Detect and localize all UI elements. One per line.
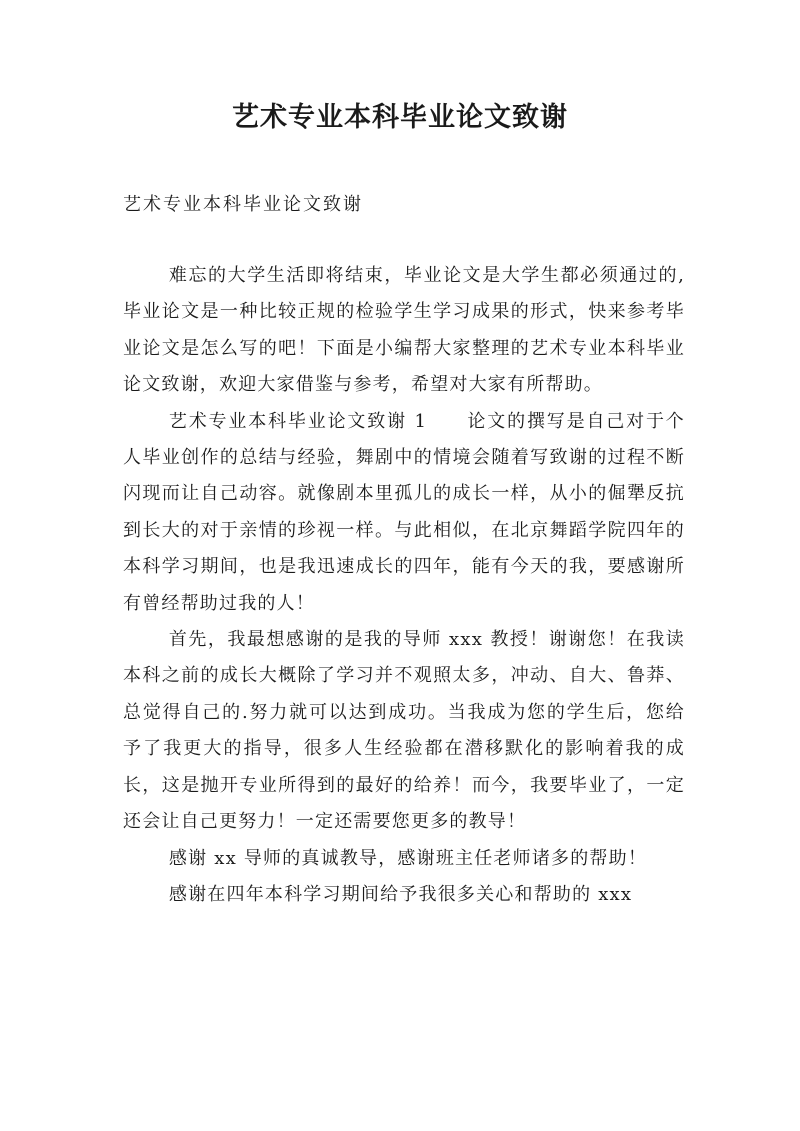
paragraph-thanks-teachers: 感谢 xx 导师的真诚教导，感谢班主任老师诸多的帮助！ (168, 847, 648, 869)
document-subtitle: 艺术专业本科毕业论文致谢 (123, 194, 363, 215)
document-title: 艺术专业本科毕业论文致谢 (232, 102, 568, 133)
paragraph-intro: 难忘的大学生活即将结束，毕业论文是大学生都必须通过的,毕业论文是一种比较正规的检验学生学习成果的形式，快来参考毕业论文是怎么写的吧！下面是小编帮大家整理的艺术专业本科毕业论文致谢，欢迎大家借鉴与参考，希望对大家有所帮助。 (123, 265, 685, 396)
paragraph-thanks-advisor: 首先，我最想感谢的是我的导师 xxx 教授！谢谢您！在我读本科之前的成长大概除了学习并不观照太多，冲动、自大、鲁莽、总觉得自己的.努力就可以达到成功。当我成为您的学生后，您给予了我更大的指导，很多人生经验都在潜移默化的影响着我的成长，这是抛开专业所得到的最好的给养！而今，我要毕业了，一定还会让自己更努力！一定还需要您更多的教导！ (123, 629, 685, 833)
paragraph-thanks-others: 感谢在四年本科学习期间给予我很多关心和帮助的 xxx (168, 883, 633, 905)
document-body (123, 258, 685, 913)
paragraph-acknowledgement-1: 艺术专业本科毕业论文致谢 1 论文的撰写是自己对于个人毕业创作的总结与经验，舞剧中的情境会随着写致谢的过程不断闪现而让自己动容。就像剧本里孤儿的成长一样，从小的倔犟反抗到长大的对于亲情的珍视一样。与此相似，在北京舞蹈学院四年的本科学习期间，也是我迅速成长的四年，能有今天的我，要感谢所有曾经帮助过我的人！ (123, 410, 685, 614)
